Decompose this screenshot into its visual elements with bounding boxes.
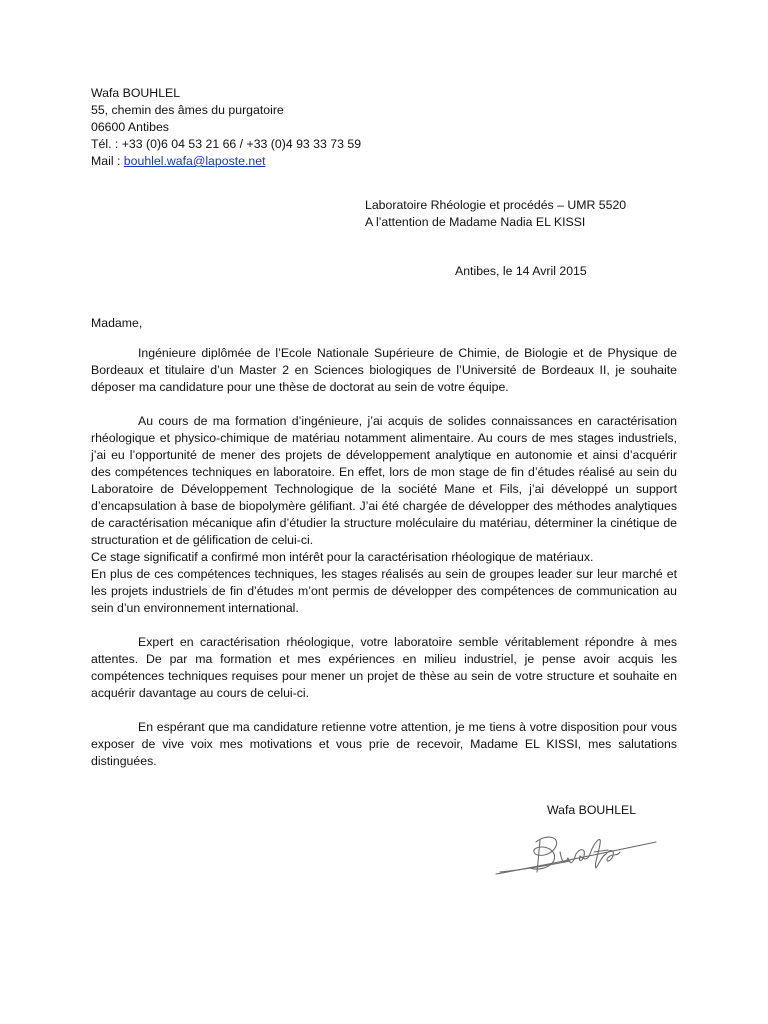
sender-name: Wafa BOUHLEL <box>91 86 181 100</box>
paragraph-internship-confirmation: Ce stage significatif a confirmé mon intérêt pour la caractérisation rhéologique de matériaux. <box>91 550 594 564</box>
sender-block <box>91 85 421 170</box>
email-link[interactable]: bouhlel.wafa@laposte.net <box>123 154 266 168</box>
mail-label: Mail : <box>91 154 124 168</box>
salutation: Madame, <box>91 316 143 330</box>
letter-body <box>91 345 677 770</box>
paragraph-intro: Ingénieure diplômée de l’Ecole Nationale Supérieure de Chimie, de Biologie et de Physique de Bordeaux et titulaire d’un Master 2 en Sciences biologiques de l’Université de Bordeaux II, je souhaite déposer ma candidature pour une thèse de doctorat au sein de votre équipe. <box>91 346 677 394</box>
sender-address-line1: 55, chemin des âmes du purgatoire <box>91 103 284 117</box>
sender-phone: Tél. : +33 (0)6 04 53 21 66 / +33 (0)4 93 33 73 59 <box>91 137 362 151</box>
letter-date: Antibes, le 14 Avril 2015 <box>455 264 587 278</box>
recipient-line2: A l’attention de Madame Nadia EL KISSI <box>365 215 586 229</box>
sender-address-line2: 06600 Antibes <box>91 120 169 134</box>
paragraph-training: Au cours de ma formation d’ingénieure, j’ai acquis de solides connaissances en caractérisation rhéologique et physico-chimique de matériau notamment alimentaire. Au cours de mes stages industriels, j’ai eu l’opportunité de mener des projets de développement analytique en autonomie et ainsi d’acquérir des compétences techniques en laboratoire. En effet, lors de mon stage de fin d’études réalisé au sein du Laboratoire de Développement Technologique de la société Mane et Fils, j’ai développé un support d’encapsulation à base de biopolymère gélifiant. J’ai été chargée de développer des méthodes analytiques de caractérisation mécanique afin d’étudier la structure moléculaire du matériau, déterminer la cinétique de structuration et de gélification de celui-ci. <box>91 414 677 547</box>
handwritten-signature <box>490 828 660 883</box>
recipient-block <box>365 197 685 231</box>
sender-mail-line <box>91 153 421 170</box>
paragraph-closing: En espérant que ma candidature retienne votre attention, je me tiens à votre disposition pour vous exposer de vive voix mes motivations et vous prie de recevoir, Madame EL KISSI, mes salutations distinguées. <box>91 720 677 768</box>
paragraph-skills: En plus de ces compétences techniques, les stages réalisés au sein de groupes leader sur leur marché et les projets industriels de fin d’études m’ont permis de développer des compétences de communication au sein d’un environnement international. <box>91 567 677 615</box>
paragraph-motivation: Expert en caractérisation rhéologique, votre laboratoire semble véritablement répondre à mes attentes. De par ma formation et mes expériences en milieu industriel, je pense avoir acquis les compétences techniques requises pour mener un projet de thèse au sein de votre structure et souhaite en acquérir davantage au cours de celui-ci. <box>91 635 677 700</box>
recipient-line1: Laboratoire Rhéologie et procédés – UMR 5520 <box>365 198 627 212</box>
signature-name: Wafa BOUHLEL <box>547 803 637 817</box>
